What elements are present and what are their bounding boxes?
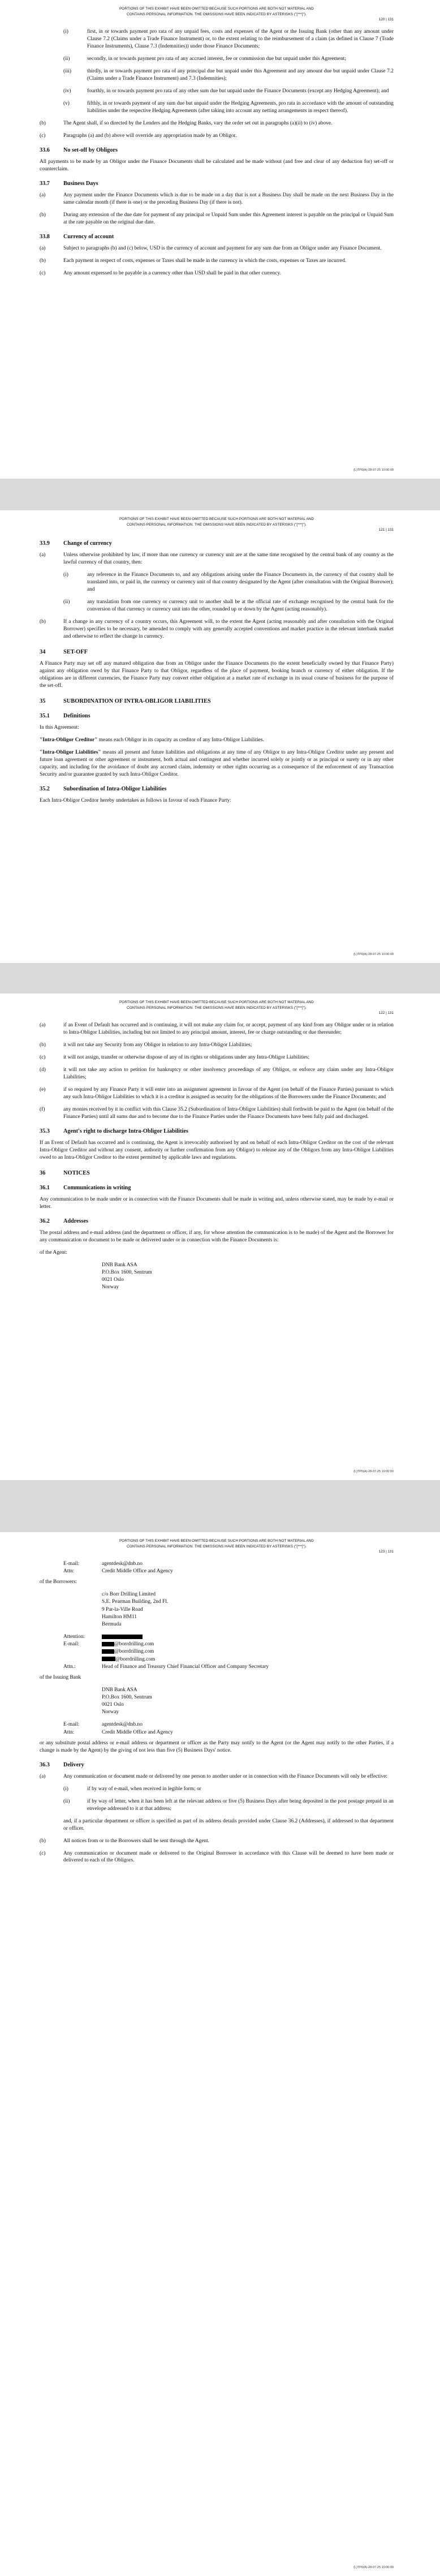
issuing-email: E-mail: agentdesk@dnb.no	[63, 1722, 143, 1728]
list-item: (c) Any communication or document made or delivered to the Original Borrower in accordance with this Clause will be deemed to have been made or delivered to each of the Obligors.	[40, 1850, 394, 1864]
list-item: (i) first, in or towards payment pro rata of any unpaid fees, costs and expenses of the Agent or the Issuing Bank (other than any amount under Clause 7.2 (Claims under a Trade Finance Instrument) or, to the extent relating to the reimbursement of a claim (as defined in Clause 7 (Trade Finance Instruments), Clause 7.3 (Indemnities)) under those Finance Documents;	[63, 28, 394, 49]
list-item: (b) The Agent shall, if so directed by the Lenders and the Hedging Banks, vary the order set out in paragraphs (a)(ii) to (iv) above.	[40, 120, 333, 126]
agent-address: DNB Bank ASA P.O.Box 1600, Sentrum 0021 Oslo Norway	[102, 1262, 152, 1291]
section-heading: 33.9 Change of currency	[40, 540, 112, 547]
document-page-4	[0, 1532, 440, 2576]
list-item: (c) Any amount expressed to be payable in a currency other than USD shall be paid in that other currency.	[40, 270, 281, 276]
list-item: (b) During any extension of the due date for payment of any principal or Unpaid Sum under this Agreement interest is payable on the principal or Unpaid Sum at the rate payable on the original due date.	[40, 212, 394, 225]
list-item: (a) Unless otherwise prohibited by law, if more than one currency or currency unit are at the same time recognised by the central bank of any country as the lawful currency of that country, then:	[40, 552, 394, 566]
issuing-attn: Attn: Credit Middle Office and Agency	[63, 1729, 173, 1735]
agent-email: E-mail: agentdesk@dnb.no	[63, 1560, 143, 1567]
list-item: (c) it will not assign, transfer or otherwise dispose of any of its rights or obligations under any Intra-Obligor Liabilities;	[40, 1054, 310, 1060]
list-item: (a) Any payment under the Finance Documents which is due to be made on a day that is not a Business Day shall be made on the next Business Day in the same calendar month (if there is one) or the preceding Business Day (if there is not).	[40, 192, 394, 205]
paragraph: Any communication to be made under or in connection with the Finance Documents shall be made in writing and, unless otherwise stated, may be made by e-mail or letter.	[40, 1197, 394, 1210]
list-item: (v) fifthly, in or towards payment of any sum due but unpaid under the Hedging Agreements, pro rata in accordance with the amount of outstanding liabilities under the respective Hedging Agreements (after taking into account any netting arrangements in respect thereof).	[63, 100, 394, 114]
page-number: 120 | 131	[378, 18, 394, 22]
agent-attn: Attn: Credit Middle Office and Agency	[63, 1568, 173, 1575]
document-page-1	[0, 0, 440, 479]
page-number: 121 | 131	[378, 528, 394, 532]
list-item: (a) if an Event of Default has occurred and is continuing, it will not make any claim for, or accept, payment of any kind from any Obligor under or in relation to Intra-Obligor Liabilities, including but not limited to any principal amount, interest, fee or charge outstanding or due thereunder;	[40, 1022, 394, 1035]
issuing-bank-address: DNB Bank ASA P.O.Box 1600, Sentrum 0021 Oslo Norway	[102, 1687, 152, 1715]
section-heading: 33.8 Currency of account	[40, 233, 114, 240]
list-item: (a) Subject to paragraphs (b) and (c) below, USD is the currency of account and payment for any sum due from an Obligor under any Finance Document.	[40, 245, 382, 251]
page-footer-ref: (L)TP0(A)-28-07-25 10:00:00	[353, 1470, 394, 1474]
list-item: (ii) secondly, in or towards payment pro rata of any accrued interest, fee or commission due but unpaid under this Agreement;	[63, 55, 346, 62]
list-item: (iv) fourthly, in or towards payment pro rata of any other sum due but unpaid under the Finance Documents (except any Hedging Agreement); and	[63, 88, 389, 94]
page-number: 123 | 131	[378, 1550, 394, 1554]
confidential-notice-line2: CONTAINS PERSONAL INFORMATION. THE OMISSIONS HAVE BEEN INDICATED BY ASTERISKS ("[***]").	[127, 522, 307, 527]
paragraph: The postal address and e-mail address (and the department or officer, if any, for whose attention the communication is to be made) of the Agent and the Borrower for any communication or document to be made or delivered under or in connection with the Finance Documents is:	[40, 1230, 394, 1244]
list-item: (b) All notices from or to the Borrowers shall be sent through the Agent.	[40, 1838, 210, 1844]
definition: "Intra-Obligor Liabilities" means all present and future liabilities and obligations at any time of any Obligor to any Intra-Obligor Creditor under any present and future loan agreement or other agreement or instrument, both actual and contingent and whether incurred solely or jointly or as principal or surety or in any other capacity, and including for the avoidance of doubt any accrued claim, indemnity or other rights occurring as a consequence of the enforcement of any Transaction Security and/or guarantee granted by such Intra-Obligor Creditor.	[40, 750, 394, 778]
paragraph: A Finance Party may set off any matured obligation due from an Obligor under the Finance Documents (to the extent beneficially owned by that Finance Party) against any obligation owed by that Finance Party to that Obligor, regardless of the place of payment, booking branch or currency of either obligation. If the obligations are in different currencies, the Finance Party may convert either obligation at a market rate of exchange in its usual course of business for the purpose of the set-off.	[40, 661, 394, 689]
confidential-notice-line2: CONTAINS PERSONAL INFORMATION. THE OMISSIONS HAVE BEEN INDICATED BY ASTERISKS ("[***]").	[127, 1005, 307, 1010]
confidential-notice-line1: PORTIONS OF THIS EXHIBIT HAVE BEEN OMITTED BECAUSE SUCH PORTIONS ARE BOTH NOT MATERIAL AND	[119, 7, 314, 11]
list-item: (a) Any communication or document made or delivered by one person to another under or in connection with the Finance Documents will only be effective:	[40, 1773, 387, 1779]
paragraph: and, if a particular department or officer is specified as part of its address details provided under Clause 36.2 (Addresses), if addressed to that department or officer.	[63, 1818, 394, 1831]
section-heading: 36.1 Communications in writing	[40, 1185, 131, 1191]
redaction-block	[102, 1642, 114, 1646]
paragraph: Each Intra-Obligor Creditor hereby undertakes as follows in favour of each Finance Party:	[40, 798, 231, 804]
borrower-email: @borrdrilling.com	[40, 1656, 394, 1663]
redaction-block	[102, 1635, 143, 1639]
address-label: of the Issuing Bank	[40, 1674, 81, 1680]
list-item: (b) it will not take any Security from any Obligor in relation to any Intra-Obligor Liabilities;	[40, 1042, 252, 1048]
page-footer-ref: (L)TP0(A)-28-07-25 10:00:00	[353, 953, 394, 957]
borrower-email: @borrdrilling.com	[40, 1648, 394, 1655]
list-item: (i) any reference in the Finance Documents to, and any obligations arising under the Finance Documents in, the currency of that country shall be translated into, or paid in, the currency or currency unit of that country designated by the Agent (after consultation with the Original Borrower); and	[63, 571, 394, 592]
address-label: of the Borrowers:	[40, 1579, 77, 1585]
redaction-block	[102, 1657, 115, 1661]
redaction-block	[102, 1649, 114, 1654]
section-heading: 35 SUBORDINATION OF INTRA-OBLIGOR LIABILITIES	[40, 698, 211, 704]
section-heading: 35.3 Agent's right to discharge Intra-Obligor Liabilities	[40, 1128, 188, 1134]
borrower-address: c/o Borr Drilling Limited S.E. Pearman Building, 2nd Fl. 9 Par-la-Ville Road Hamilton HM11 Bermuda	[102, 1592, 169, 1627]
document-page-3	[0, 994, 440, 1480]
confidential-notice-line1: PORTIONS OF THIS EXHIBIT HAVE BEEN OMITTED BECAUSE SUCH PORTIONS ARE BOTH NOT MATERIAL AND	[119, 1000, 314, 1004]
section-heading: 35.2 Subordination of Intra-Obligor Liabilities	[40, 786, 167, 793]
address-label: of the Agent:	[40, 1250, 67, 1256]
confidential-notice-line1: PORTIONS OF THIS EXHIBIT HAVE BEEN OMITTED BECAUSE SUCH PORTIONS ARE BOTH NOT MATERIAL AND	[119, 1539, 314, 1543]
section-heading: 35.1 Definitions	[40, 713, 90, 720]
list-item: (e) if so required by any Finance Party it will enter into an assignment agreement in favour of the Agent (on behalf of the Finance Parties) pursuant to which any such Intra-Obligor Liabilities to which it is a creditor is assigned as security for the obligations of the Borrowers under the Finance Documents; and	[40, 1086, 394, 1100]
section-heading: 33.6 No set-off by Obligors	[40, 147, 118, 153]
list-item: (f) any monies received by it in conflict with this Clause 35.2 (Subordination of Intra-Obligor Liabilities) shall forthwith be paid to the Agent (on behalf of the Finance Parties) until all sums due and to become due to the Finance Parties under the Finance Documents have been fully paid and discharged.	[40, 1106, 394, 1120]
document-page-2	[0, 510, 440, 963]
confidential-notice-line2: CONTAINS PERSONAL INFORMATION. THE OMISSIONS HAVE BEEN INDICATED BY ASTERISKS ("[***]").	[127, 12, 307, 16]
list-item: (i) if by way of e-mail, when received in legible form; or	[63, 1786, 201, 1792]
confidential-notice-line1: PORTIONS OF THIS EXHIBIT HAVE BEEN OMITTED BECAUSE SUCH PORTIONS ARE BOTH NOT MATERIAL AND	[119, 517, 314, 521]
list-item: (c) Paragraphs (a) and (b) above will override any appropriation made by an Obligor.	[40, 132, 237, 139]
borrower-email: E-mail: @borrdrilling.com	[63, 1641, 154, 1648]
section-heading: 34 SET-OFF	[40, 648, 88, 655]
list-item: (b) If a change in any currency of a country occurs, this Agreement will, to the extent the Agent (acting reasonably and after consultation with the Original Borrower) specifies to be necessary, be amended to comply with any generally accepted conventions and market practice in the relevant interbank market and otherwise to reflect the change in currency.	[40, 618, 394, 639]
section-heading: 33.7 Business Days	[40, 180, 98, 187]
section-heading: 36.2 Addresses	[40, 1218, 88, 1225]
confidential-notice-line2: CONTAINS PERSONAL INFORMATION. THE OMISSIONS HAVE BEEN INDICATED BY ASTERISKS ("[***]").	[127, 1544, 307, 1549]
page-footer-ref: (L)TP0(A)-28-07-25 10:00:00	[353, 468, 394, 472]
list-item: (b) Each payment in respect of costs, expenses or Taxes shall be made in the currency in which the costs, expenses or Taxes are incurred.	[40, 257, 347, 264]
paragraph: In this Agreement:	[40, 725, 79, 731]
section-heading: 36.3 Delivery	[40, 1761, 84, 1768]
borrower-attention: Attention:	[40, 1633, 394, 1641]
paragraph: or any substitute postal address or e-mail address or department or officer as the Party may notify to the Agent (or the Agent may notify to the other Parties, if a change is made by the Agent) by the giving of not less than five (5) Business Days' notice.	[40, 1740, 394, 1753]
page-number: 122 | 131	[378, 1011, 394, 1016]
section-heading: 36 NOTICES	[40, 1169, 90, 1176]
definition: "Intra-Obligor Creditor" means each Obligor in its capacity as creditor of any Intra-Obligor Liabilities.	[40, 737, 264, 743]
borrower-attn: Attn.: Head of Finance and Treasury Chief Financial Officer and Company Secretary	[63, 1663, 269, 1670]
paragraph: All payments to be made by an Obligor under the Finance Documents shall be calculated and be made without (and free and clear of any deduction for) set-off or counterclaim.	[40, 158, 394, 172]
paragraph: If an Event of Default has occurred and is continuing, the Agent is irrevocably authorised by and on behalf of each Intra-Obligor Creditor on the cost of the relevant Intra-Obligor Creditor and without any consent, authority or further confirmation from any Obligor) to release any of the Obligors from any Intra-Obligor Liabilities owed to an Intra-Obligor Creditor to the extent permitted by applicable laws and regulations.	[40, 1139, 394, 1160]
list-item: (ii) if by way of letter, when it has been left at the relevant address or five (5) Business Days after being deposited in the post postage prepaid in an envelope addressed to it at that address;	[63, 1798, 394, 1812]
page-footer-ref: (L)TP0(A)-28-07-25 10:00:00	[353, 2566, 394, 2570]
list-item: (ii) any translation from one currency or currency unit to another shall be at the official rate of exchange recognised by the central bank for the conversion of that currency or currency unit into the other, rounded up or down by the Agent (acting reasonably).	[63, 599, 394, 612]
list-item: (iii) thirdly, in or towards payment pro rata of any principal due but unpaid under this Agreement and any amount due but unpaid under Clause 7.2 (Claims under a Trade Finance Instrument) and 7.3 (Indemnities);	[63, 68, 394, 81]
list-item: (d) it will not take any action to petition for bankruptcy or other insolvency proceedings of any Obligor, or enforce any claim under any Intra-Obligor Liabilities;	[40, 1066, 394, 1080]
